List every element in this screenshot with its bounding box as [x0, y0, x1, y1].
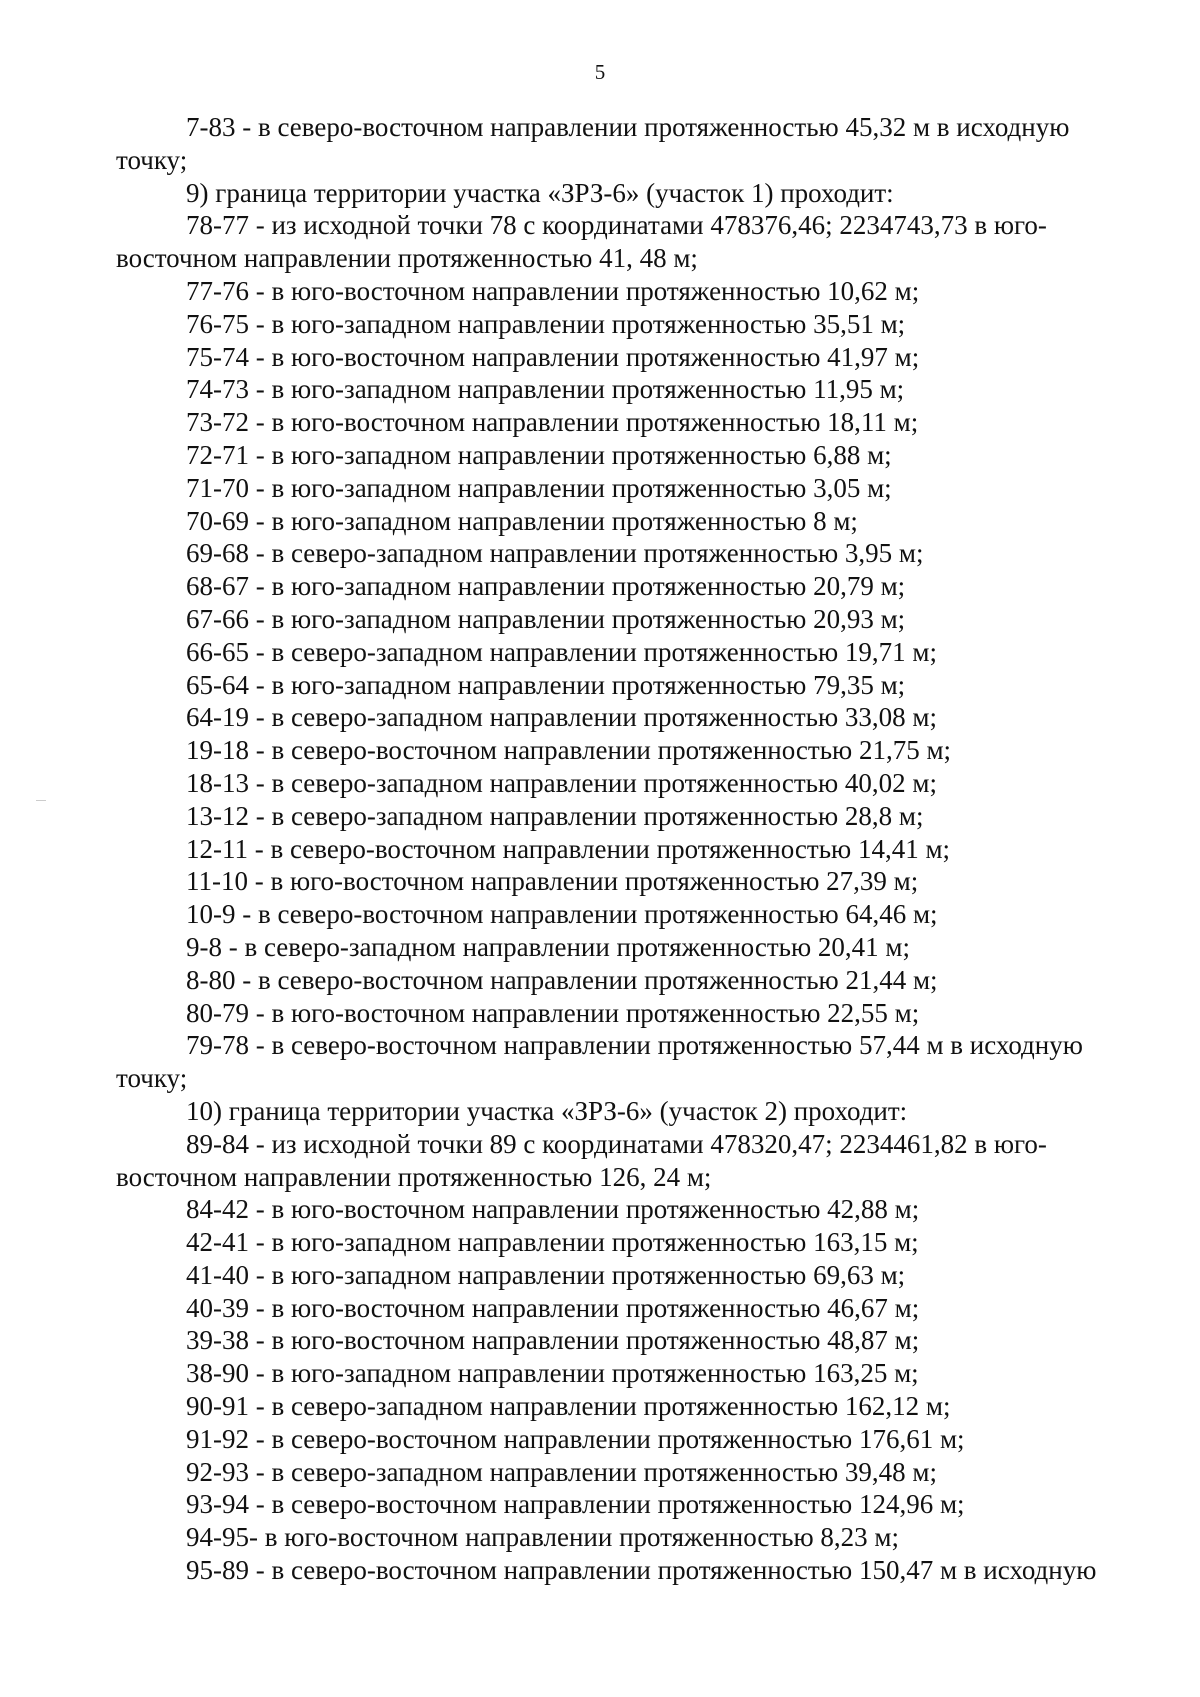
boundary-segment: 93-94 - в северо-восточном направлении протяженностью 124,96 м; — [186, 1489, 965, 1520]
boundary-segment: 71-70 - в юго-западном направлении протяженностью 3,05 м; — [186, 472, 892, 503]
boundary-segment: 70-69 - в юго-западном направлении протяженностью 8 м; — [186, 505, 858, 536]
document-body — [116, 111, 1116, 1587]
boundary-segment-continuation: восточном направлении протяженностью 41, 48 м; — [116, 243, 698, 274]
boundary-segment: 90-91 - в северо-западном направлении протяженностью 162,12 м; — [186, 1391, 951, 1422]
boundary-segment-continuation: восточном направлении протяженностью 126, 24 м; — [116, 1161, 712, 1192]
boundary-segment-list — [116, 1193, 1116, 1554]
boundary-segment-start: 78-77 - из исходной точки 78 с координатами 478376,46; 2234743,73 в юго- — [186, 210, 1047, 241]
boundary-segment-start: 89-84 - из исходной точки 89 с координатами 478320,47; 2234461,82 в юго- — [186, 1128, 1047, 1159]
boundary-segment: 80-79 - в юго-восточном направлении протяженностью 22,55 м; — [186, 997, 920, 1028]
boundary-segment-end: 79-78 - в северо-восточном направлении протяженностью 57,44 м в исходную — [186, 1030, 1083, 1061]
boundary-segment: 64-19 - в северо-западном направлении протяженностью 33,08 м; — [186, 702, 937, 733]
boundary-segment: 84-42 - в юго-восточном направлении протяженностью 42,88 м; — [186, 1194, 920, 1225]
page-number: 5 — [594, 60, 606, 84]
section-heading-9: 9) граница территории участка «ЗРЗ-6» (участок 1) проходит: — [186, 177, 894, 208]
boundary-segment: 38-90 - в юго-западном направлении протяженностью 163,25 м; — [186, 1358, 919, 1389]
boundary-segment: 19-18 - в северо-восточном направлении протяженностью 21,75 м; — [186, 735, 952, 766]
boundary-segment: 76-75 - в юго-западном направлении протяженностью 35,51 м; — [186, 308, 906, 339]
boundary-segment: 67-66 - в юго-западном направлении протяженностью 20,93 м; — [186, 603, 906, 634]
boundary-segment: 41-40 - в юго-западном направлении протяженностью 69,63 м; — [186, 1259, 906, 1290]
boundary-segment: 65-64 - в юго-западном направлении протяженностью 79,35 м; — [186, 669, 906, 700]
boundary-segment-continuation: точку; — [116, 144, 188, 175]
boundary-segment: 94-95- в юго-восточном направлении протяженностью 8,23 м; — [186, 1522, 899, 1553]
boundary-segment: 68-67 - в юго-западном направлении протяженностью 20,79 м; — [186, 571, 906, 602]
boundary-segment: 12-11 - в северо-восточном направлении протяженностью 14,41 м; — [186, 833, 951, 864]
boundary-segment: 18-13 - в северо-западном направлении протяженностью 40,02 м; — [186, 767, 937, 798]
boundary-segment: 8-80 - в северо-восточном направлении протяженностью 21,44 м; — [186, 964, 938, 995]
boundary-segment-end: 95-89 - в северо-восточном направлении протяженностью 150,47 м в исходную — [186, 1555, 1097, 1586]
boundary-segment: 91-92 - в северо-восточном направлении протяженностью 176,61 м; — [186, 1423, 965, 1454]
boundary-segment: 9-8 - в северо-западном направлении протяженностью 20,41 м; — [186, 931, 910, 962]
boundary-segment: 42-41 - в юго-западном направлении протяженностью 163,15 м; — [186, 1227, 919, 1258]
boundary-segment-continuation: точку; — [116, 1063, 188, 1094]
boundary-segment: 74-73 - в юго-западном направлении протяженностью 11,95 м; — [186, 374, 905, 405]
boundary-segment: 75-74 - в юго-восточном направлении протяженностью 41,97 м; — [186, 341, 920, 372]
boundary-segment: 40-39 - в юго-восточном направлении протяженностью 46,67 м; — [186, 1292, 920, 1323]
scan-mark — [36, 800, 46, 801]
boundary-segment: 7-83 - в северо-восточном направлении протяженностью 45,32 м в исходную — [186, 112, 1070, 142]
boundary-segment: 66-65 - в северо-западном направлении протяженностью 19,71 м; — [186, 636, 937, 667]
boundary-segment: 11-10 - в юго-восточном направлении протяженностью 27,39 м; — [186, 866, 919, 897]
boundary-segment: 73-72 - в юго-восточном направлении протяженностью 18,11 м; — [186, 407, 919, 438]
section-heading-10: 10) граница территории участка «ЗРЗ-6» (участок 2) проходит: — [186, 1095, 908, 1126]
boundary-segment: 77-76 - в юго-восточном направлении протяженностью 10,62 м; — [186, 275, 920, 306]
boundary-segment: 92-93 - в северо-западном направлении протяженностью 39,48 м; — [186, 1456, 937, 1487]
boundary-segment: 69-68 - в северо-западном направлении протяженностью 3,95 м; — [186, 538, 924, 569]
boundary-segment: 72-71 - в юго-западном направлении протяженностью 6,88 м; — [186, 439, 892, 470]
boundary-segment-list — [116, 275, 1116, 1029]
boundary-segment: 39-38 - в юго-восточном направлении протяженностью 48,87 м; — [186, 1325, 920, 1356]
boundary-segment: 10-9 - в северо-восточном направлении протяженностью 64,46 м; — [186, 899, 938, 930]
boundary-segment: 13-12 - в северо-западном направлении протяженностью 28,8 м; — [186, 800, 924, 831]
